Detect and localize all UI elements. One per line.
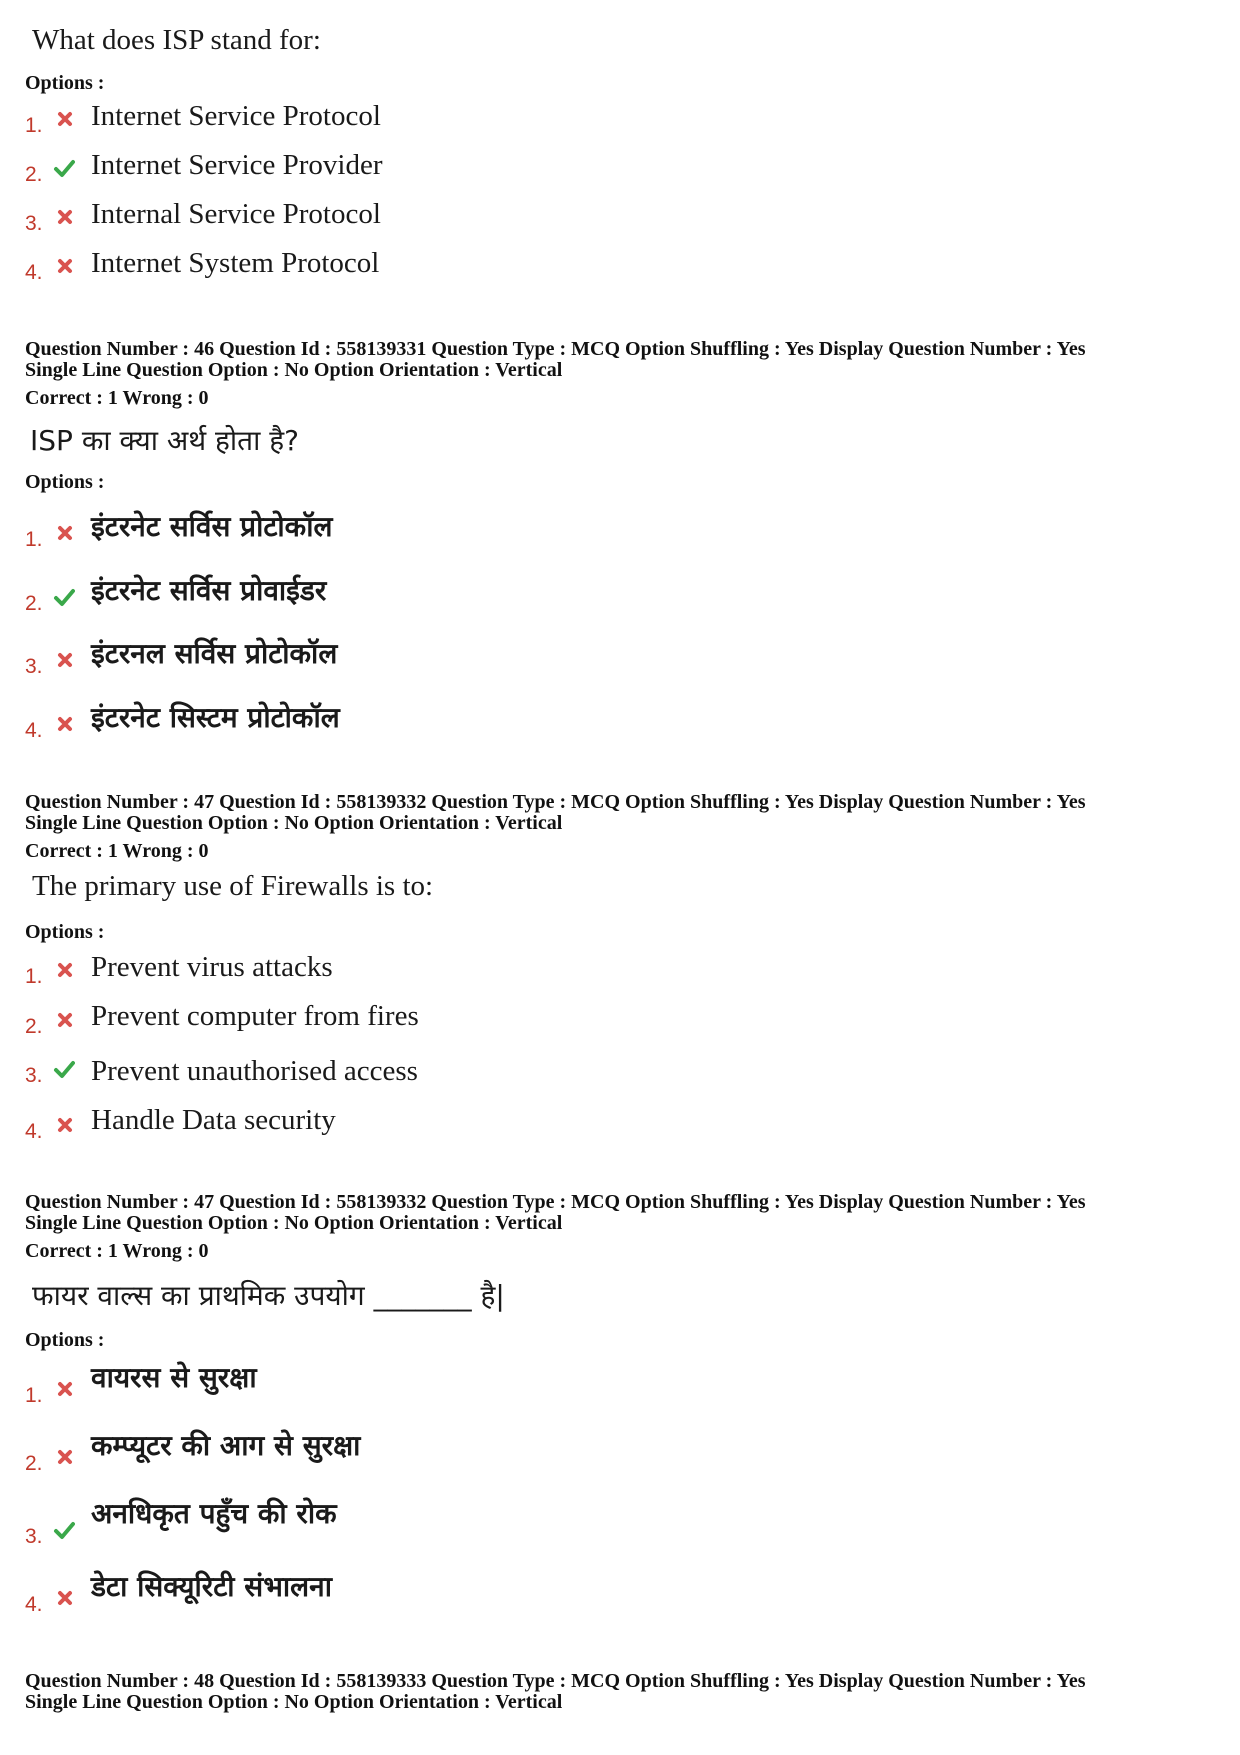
option-number: 2. (25, 163, 43, 186)
check-icon (53, 586, 75, 608)
correct-wrong-marks: Correct : 1 Wrong : 0 (25, 1240, 209, 1262)
option-number: 1. (25, 528, 43, 551)
option-number: 3. (25, 655, 43, 678)
cross-icon (54, 649, 76, 671)
option-text: Internal Service Protocol (91, 198, 381, 230)
option-text: Prevent unauthorised access (91, 1055, 418, 1087)
cross-icon (54, 1446, 76, 1468)
option-text: इंटरनल सर्विस प्रोटोकॉल (91, 637, 338, 670)
cross-icon (54, 522, 76, 544)
check-icon (53, 157, 75, 179)
option-text: अनधिकृत पहुँच की रोक (91, 1497, 337, 1530)
cross-icon (54, 206, 76, 228)
option-number: 1. (25, 1384, 43, 1407)
question-meta: Question Number : 47 Question Id : 558139332 Question Type : MCQ Option Shuffling : Yes Display Question Number : Yes (25, 791, 1086, 813)
option-number: 3. (25, 212, 43, 235)
cross-icon (54, 255, 76, 277)
option-number: 1. (25, 965, 43, 988)
option-text: कम्प्यूटर की आग से सुरक्षा (91, 1429, 361, 1462)
options-label: Options : (25, 471, 105, 493)
option-text: डेटा सिक्यूरिटी संभालना (91, 1570, 332, 1603)
option-text: Prevent computer from fires (91, 1000, 419, 1032)
question-text: फायर वाल्स का प्राथमिक उपयोग _______ है| (32, 1279, 505, 1312)
options-label: Options : (25, 921, 105, 943)
question-meta: Single Line Question Option : No Option Orientation : Vertical (25, 1212, 563, 1234)
option-text: Internet System Protocol (91, 247, 380, 279)
option-number: 2. (25, 1015, 43, 1038)
option-number: 1. (25, 114, 43, 137)
question-meta: Single Line Question Option : No Option Orientation : Vertical (25, 1691, 563, 1713)
question-text: ISP का क्या अर्थ होता है? (30, 424, 299, 457)
option-number: 4. (25, 1593, 43, 1616)
cross-icon (54, 713, 76, 735)
option-text: इंटरनेट सिस्टम प्रोटोकॉल (91, 701, 340, 734)
options-label: Options : (25, 1329, 105, 1351)
option-number: 4. (25, 261, 43, 284)
question-meta: Single Line Question Option : No Option Orientation : Vertical (25, 359, 563, 381)
question-meta: Question Number : 48 Question Id : 558139333 Question Type : MCQ Option Shuffling : Yes Display Question Number : Yes (25, 1670, 1086, 1692)
question-meta: Question Number : 46 Question Id : 558139331 Question Type : MCQ Option Shuffling : Yes Display Question Number : Yes (25, 338, 1086, 360)
check-icon (53, 1519, 75, 1541)
question-meta: Single Line Question Option : No Option Orientation : Vertical (25, 812, 563, 834)
cross-icon (54, 1009, 76, 1031)
option-text: इंटरनेट सर्विस प्रोवाईडर (91, 574, 327, 607)
option-number: 2. (25, 592, 43, 615)
option-text: Prevent virus attacks (91, 951, 333, 983)
option-number: 4. (25, 719, 43, 742)
option-text: इंटरनेट सर्विस प्रोटोकॉल (91, 510, 333, 543)
cross-icon (54, 108, 76, 130)
option-text: Internet Service Protocol (91, 100, 381, 132)
question-meta: Question Number : 47 Question Id : 558139332 Question Type : MCQ Option Shuffling : Yes Display Question Number : Yes (25, 1191, 1086, 1213)
correct-wrong-marks: Correct : 1 Wrong : 0 (25, 387, 209, 409)
check-icon (53, 1058, 75, 1080)
cross-icon (54, 1114, 76, 1136)
option-number: 4. (25, 1120, 43, 1143)
option-text: Internet Service Provider (91, 149, 383, 181)
question-text: The primary use of Firewalls is to: (32, 870, 434, 902)
options-label: Options : (25, 72, 105, 94)
cross-icon (54, 1378, 76, 1400)
option-number: 2. (25, 1452, 43, 1475)
correct-wrong-marks: Correct : 1 Wrong : 0 (25, 840, 209, 862)
option-text: Handle Data security (91, 1104, 336, 1136)
question-text: What does ISP stand for: (32, 24, 321, 56)
option-number: 3. (25, 1064, 43, 1087)
cross-icon (54, 959, 76, 981)
option-text: वायरस से सुरक्षा (91, 1361, 257, 1394)
cross-icon (54, 1587, 76, 1609)
option-number: 3. (25, 1525, 43, 1548)
